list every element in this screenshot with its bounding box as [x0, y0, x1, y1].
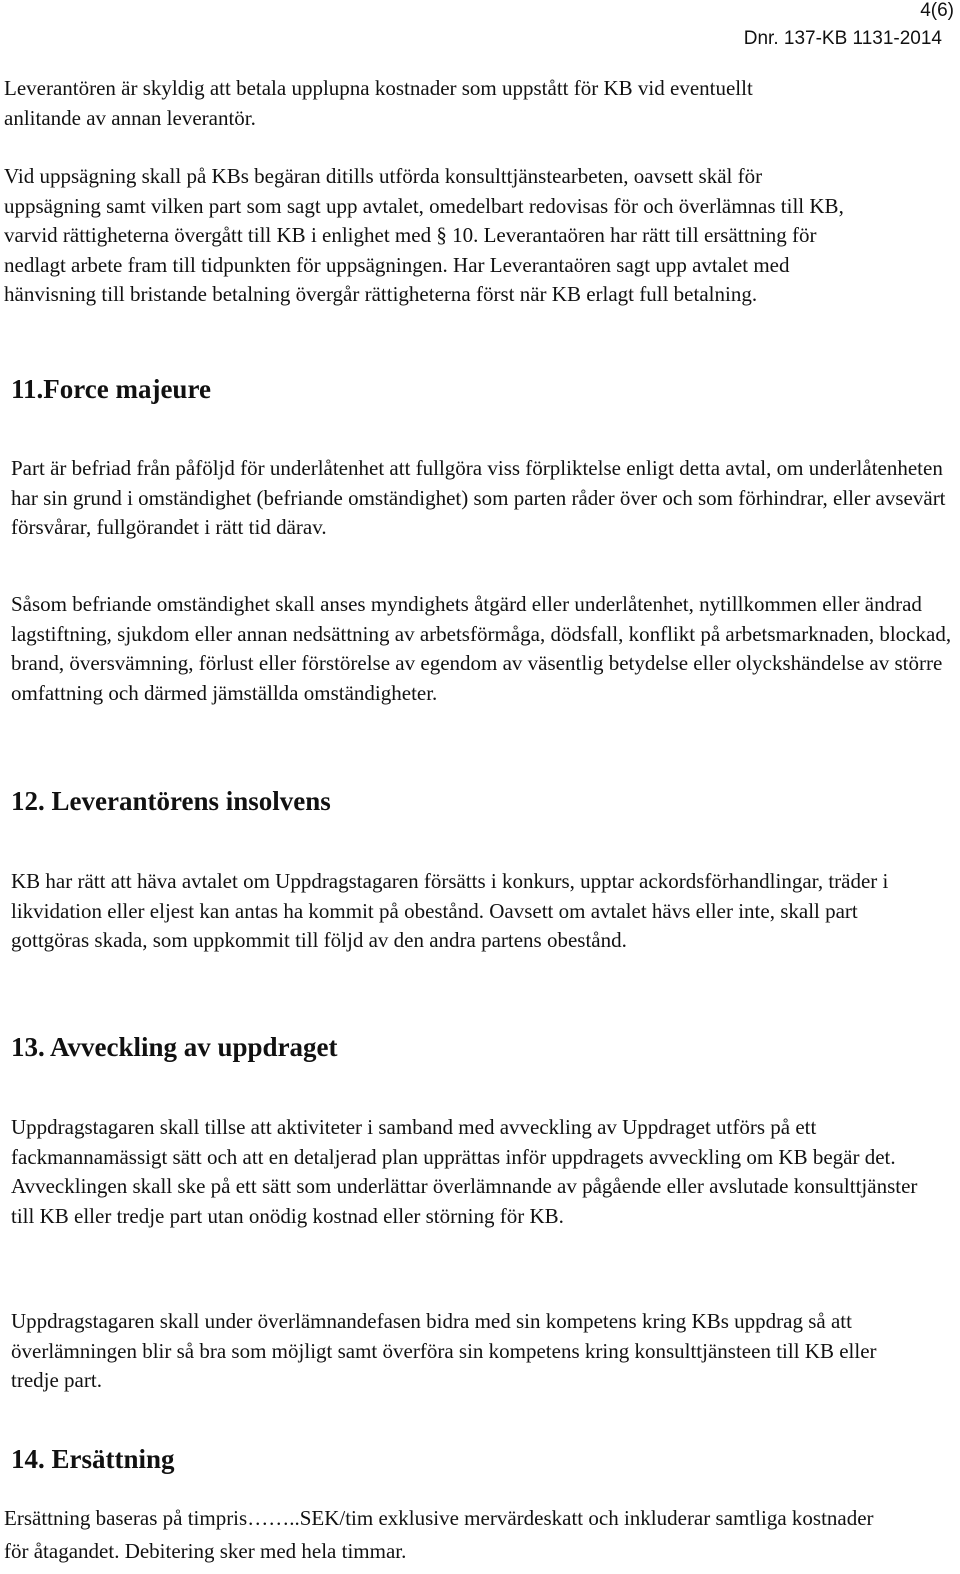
heading-insolvency: 12. Leverantörens insolvens	[11, 786, 331, 816]
paragraph-winding-up-1: Uppdragstagaren skall tillse att aktiviteter i samband med avveckling av Uppdraget utförs på ett fackmannamässigt sätt och att en detaljerad plan upprättas inför uppdragets avveckling om KB begär det. Avvecklingen skall ske på ett sätt som underlättar överlämnande av pågående eller avslutade konsulttjänster till KB eller tredje part utan onödig kostnad eller störning för KB.	[11, 1115, 918, 1228]
paragraph-termination: Vid uppsägning skall på KBs begäran ditills utförda konsulttjänstearbeten, oavsett skäl för uppsägning samt vilken part som sagt upp avtalet, omedelbart redovisas för och överlämnas till KB, varvid rättigheterna övergått till KB i enlighet med § 10. Leverantaören har rätt till ersättning för nedlagt arbete fram till tidpunkten för uppsägningen. Har Leverantaören sagt upp avtalet med hänvisning till bristande betalning övergår rättigheterna först när KB erlagt full betalning.	[4, 164, 844, 307]
heading-force-majeure: 11.Force majeure	[11, 374, 211, 404]
paragraph-force-majeure-2: Såsom befriande omständighet skall anses myndighets åtgärd eller underlåtenhet, nytillkommen eller ändrad lagstiftning, sjukdom eller annan nedsättning av arbetsförmåga, dödsfall, konflikt på arbetsmarknaden, blockad, brand, översvämning, förlust eller förstörelse av egendom av väsentlig betydelse eller olyckshändelse av större omfattning och därmed jämställda omständigheter.	[11, 592, 952, 705]
heading-compensation: 14. Ersättning	[11, 1444, 175, 1474]
paragraph-winding-up-2: Uppdragstagaren skall under överlämnandefasen bidra med sin kompetens kring KBs uppdrag så att överlämningen blir så bra som möjligt samt överföra sin kompetens kring konsulttjänsteen till KB eller tredje part.	[11, 1309, 877, 1393]
paragraph-supplier-costs: Leverantören är skyldig att betala upplupna kostnader som uppstått för KB vid eventuellt anlitande av annan leverantör.	[4, 76, 753, 130]
page-number: 4(6)	[920, 0, 954, 21]
paragraph-force-majeure-1: Part är befriad från påföljd för underlåtenhet att fullgöra viss förpliktelse enligt detta avtal, om underlåtenheten har sin grund i omständighet (befriande omständighet) som parten råder över och som förhindrar, eller avsevärt försvårar, fullgörandet i rätt tid därav.	[11, 456, 946, 540]
heading-winding-up: 13. Avveckling av uppdraget	[11, 1032, 338, 1062]
paragraph-compensation: Ersättning baseras på timpris……..SEK/tim exklusive mervärdeskatt och inkluderar samtliga kostnader för åtagandet. Debitering sker med hela timmar.	[4, 1506, 874, 1563]
document-reference: Dnr. 137-KB 1131-2014	[743, 28, 942, 49]
paragraph-insolvency: KB har rätt att häva avtalet om Uppdragstagaren försätts i konkurs, upptar ackordsförhandlingar, träder i likvidation eller eljest kan antas ha kommit på obestånd. Oavsett om avtalet hävs eller inte, skall part gottgöras skada, som uppkommit till följd av den andra partens obestånd.	[11, 869, 889, 953]
